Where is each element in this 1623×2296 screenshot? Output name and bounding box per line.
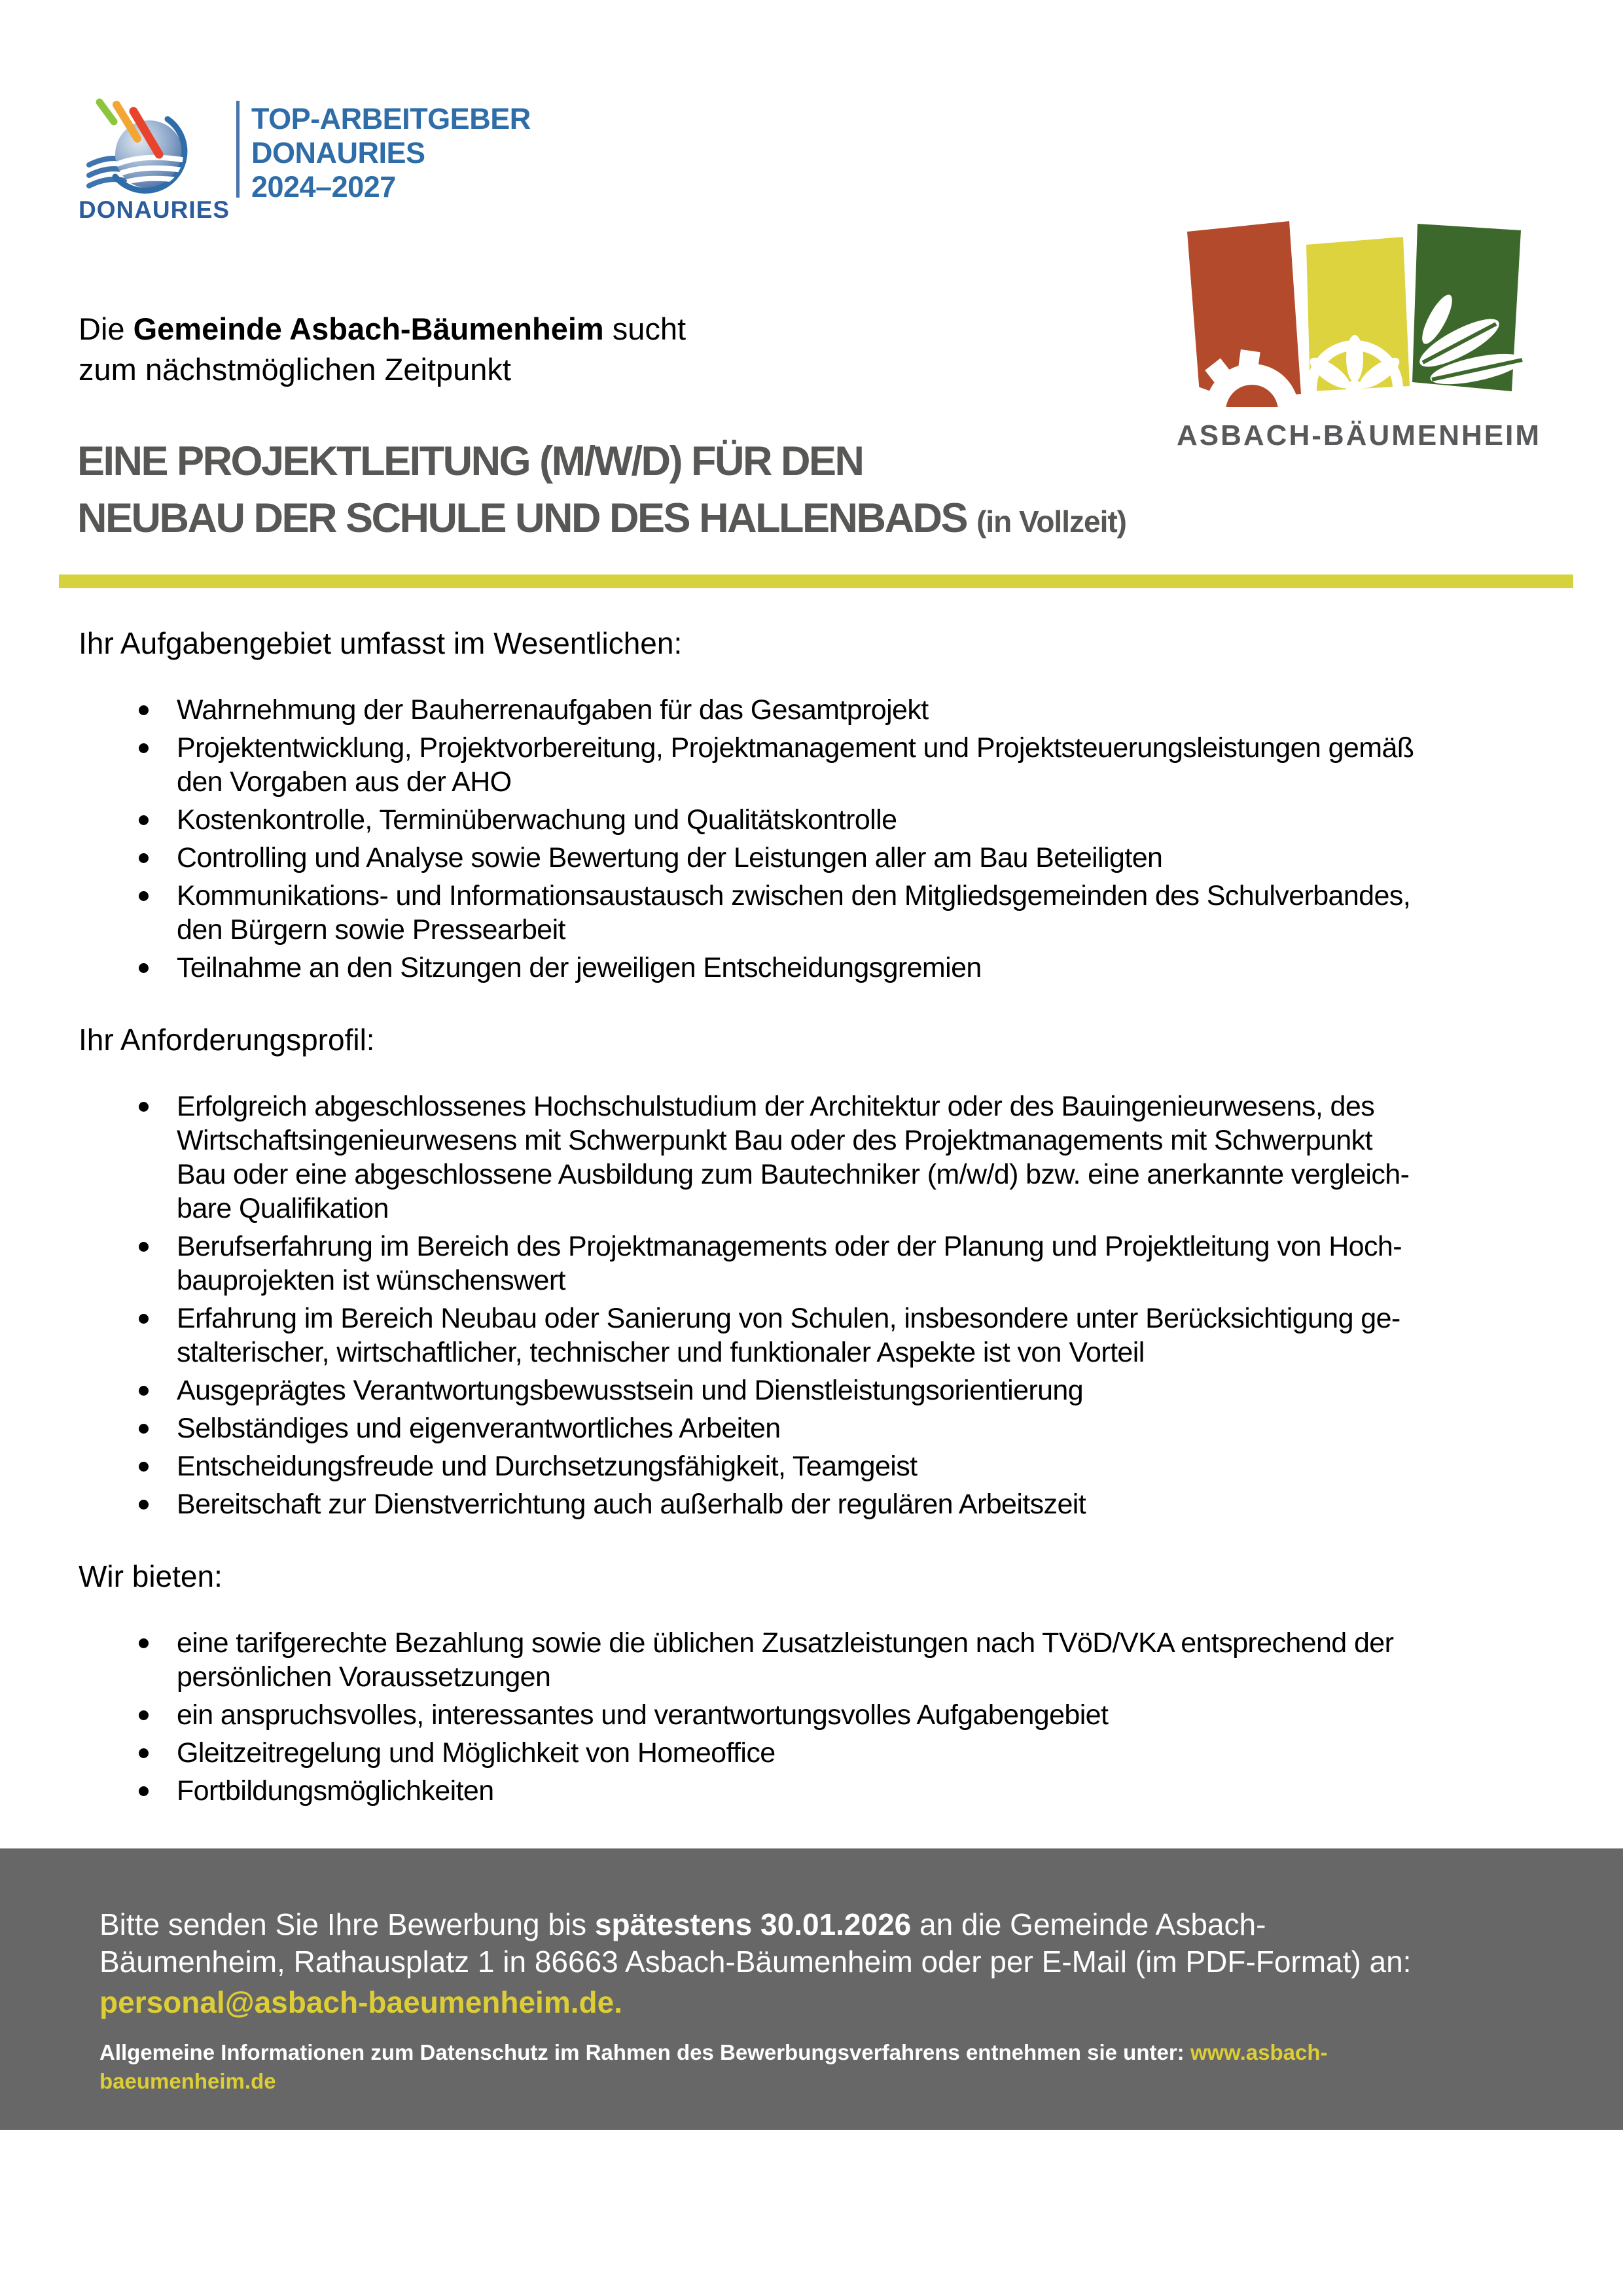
- bullet-line: bauprojekten ist wünschenswert: [177, 1265, 565, 1296]
- municipality-caption: ASBACH-BÄUMENHEIM: [1177, 419, 1541, 451]
- intro-line1: [79, 309, 686, 349]
- bullet-line: Kostenkontrolle, Terminüberwachung und Qualitätskontrolle: [177, 804, 897, 836]
- donauries-award-text: [251, 97, 531, 224]
- bullet-line: Wahrnehmung der Bauherrenaufgaben für das Gesamtprojekt: [177, 694, 929, 726]
- section-heading: Ihr Aufgabengebiet umfasst im Wesentlichen:: [79, 626, 683, 660]
- privacy-link-line2: baeumenheim.de: [99, 2069, 276, 2093]
- title-suffix: (in Vollzeit): [976, 504, 1126, 539]
- section-heading: Wir bieten:: [79, 1559, 223, 1593]
- bullet-item: [79, 1698, 1577, 1732]
- application-instructions: [99, 1906, 1479, 2021]
- donauries-award-line2: DONAURIES: [251, 136, 425, 169]
- bullet-line: ein anspruchsvolles, interessantes und verantwortungsvolles Aufgabengebiet: [177, 1699, 1109, 1731]
- bullet-line: Kommunikations- und Informationsaustausch zwischen den Mitgliedsgemeinden des Schulverbandes,: [177, 880, 1411, 911]
- intro-line1-pre: Die: [79, 311, 134, 346]
- donauries-logo-divider: [236, 101, 240, 198]
- bullet-list: [79, 1089, 1577, 1521]
- title-line2-main: NEUBAU DER SCHULE UND DES HALLENBADS: [77, 495, 967, 541]
- intro-line1-post: sucht: [603, 311, 687, 346]
- bullet-line: Wirtschaftsingenieurwesens mit Schwerpunkt Bau oder des Projektmanagements mit Schwerpunkt: [177, 1125, 1372, 1156]
- bullet-item: [79, 841, 1577, 875]
- bullet-line: Fortbildungsmöglichkeiten: [177, 1775, 494, 1807]
- bullet-line: Entscheidungsfreude und Durchsetzungsfähigkeit, Teamgeist: [177, 1451, 918, 1482]
- application-deadline: spätestens 30.01.2026: [594, 1907, 912, 1941]
- bullet-line: den Vorgaben aus der AHO: [177, 766, 512, 798]
- job-sections: [79, 625, 1577, 1812]
- bullet-line: persönlichen Voraussetzungen: [177, 1661, 551, 1693]
- privacy-link-line1: www.asbach-: [1190, 2040, 1328, 2064]
- bullet-line: bare Qualifikation: [177, 1193, 389, 1224]
- intro-line2: zum nächstmöglichen Zeitpunkt: [79, 352, 511, 387]
- bullet-item: [79, 1229, 1577, 1298]
- bullet-line: stalterischer, wirtschaftlicher, technischer und funktionaler Aspekte ist von Vorteil: [177, 1337, 1145, 1368]
- footer-line1-pre: Bitte senden Sie Ihre Bewerbung bis: [99, 1907, 595, 1941]
- bullet-item: [79, 1089, 1577, 1226]
- bullet-item: [79, 1373, 1577, 1407]
- bullet-line: Teilnahme an den Sitzungen der jeweiligen Entscheidungsgremien: [177, 952, 982, 983]
- bullet-item: [79, 1736, 1577, 1770]
- bullet-line: Controlling und Analyse sowie Bewertung der Leistungen aller am Bau Beteiligten: [177, 842, 1163, 874]
- title-line2: [77, 490, 1126, 550]
- donauries-award-line3: 2024–2027: [251, 170, 396, 203]
- bullet-line: den Bürgern sowie Pressearbeit: [177, 914, 565, 945]
- bullet-line: Erfolgreich abgeschlossenes Hochschulstudium der Architektur oder des Bauingenieurwesens, des: [177, 1091, 1375, 1122]
- donauries-award-line1: TOP-ARBEITGEBER: [251, 102, 531, 135]
- bullet-line: eine tarifgerechte Bezahlung sowie die üblichen Zusatzleistungen nach TVöD/VKA entsprechend der: [177, 1627, 1394, 1659]
- title-line1: EINE PROJEKTLEITUNG (M/W/D) FÜR DEN: [77, 438, 863, 484]
- bullet-item: [79, 1487, 1577, 1521]
- municipality-emblem-icon: [1177, 217, 1533, 407]
- application-footer: [0, 1848, 1623, 2130]
- bullet-item: [79, 1411, 1577, 1445]
- donauries-wordmark: DONAURIES: [78, 196, 230, 223]
- municipality-logo: [1177, 217, 1541, 452]
- bullet-line: Bau oder eine abgeschlossene Ausbildung zum Bautechniker (m/w/d) bzw. eine anerkannte vergleich-: [177, 1159, 1410, 1190]
- bullet-line: Bereitschaft zur Dienstverrichtung auch außerhalb der regulären Arbeitszeit: [177, 1489, 1086, 1520]
- privacy-note-text: Allgemeine Informationen zum Datenschutz im Rahmen des Bewerbungsverfahrens entnehmen sie unter:: [99, 2040, 1190, 2064]
- footer-line1-post: an die Gemeinde Asbach-: [911, 1907, 1266, 1941]
- donauries-mark: [78, 97, 230, 224]
- divider-bar: [59, 574, 1573, 588]
- footer-line2: Bäumenheim, Rathausplatz 1 in 86663 Asbach-Bäumenheim oder per E-Mail (im PDF-Format) an:: [99, 1945, 1412, 1979]
- application-email-link[interactable]: personal@asbach-baeumenheim.de.: [99, 1985, 622, 2019]
- bullet-line: Gleitzeitregelung und Möglichkeit von Homeoffice: [177, 1737, 776, 1769]
- section-heading: Ihr Anforderungsprofil:: [79, 1023, 375, 1057]
- intro-line1-bold: Gemeinde Asbach-Bäumenheim: [133, 311, 604, 346]
- bullet-line: Ausgeprägtes Verantwortungsbewusstsein und Dienstleistungsorientierung: [177, 1375, 1084, 1406]
- bullet-line: Selbständiges und eigenverantwortliches Arbeiten: [177, 1413, 781, 1444]
- donauries-globe-icon: [84, 97, 224, 195]
- bullet-item: [79, 879, 1577, 947]
- intro-text: [79, 309, 686, 390]
- bullet-list: [79, 1626, 1577, 1808]
- bullet-line: Berufserfahrung im Bereich des Projektmanagements oder der Planung und Projektleitung von Hoch-: [177, 1231, 1402, 1262]
- bullet-list: [79, 693, 1577, 985]
- bullet-item: [79, 951, 1577, 985]
- bullet-item: [79, 1449, 1577, 1483]
- bullet-line: Projektentwicklung, Projektvorbereitung, Projektmanagement und Projektsteuerungsleistungen gemäß: [177, 732, 1414, 764]
- bullet-item: [79, 731, 1577, 799]
- bullet-item: [79, 693, 1577, 727]
- page-title: [77, 433, 1126, 550]
- privacy-note: [99, 2038, 1479, 2096]
- bullet-item: [79, 1301, 1577, 1369]
- bullet-line: Erfahrung im Bereich Neubau oder Sanierung von Schulen, insbesondere unter Berücksichtigung ge-: [177, 1303, 1400, 1334]
- bullet-item: [79, 1626, 1577, 1694]
- donauries-logo: [78, 97, 531, 224]
- bullet-item: [79, 1774, 1577, 1808]
- bullet-item: [79, 803, 1577, 837]
